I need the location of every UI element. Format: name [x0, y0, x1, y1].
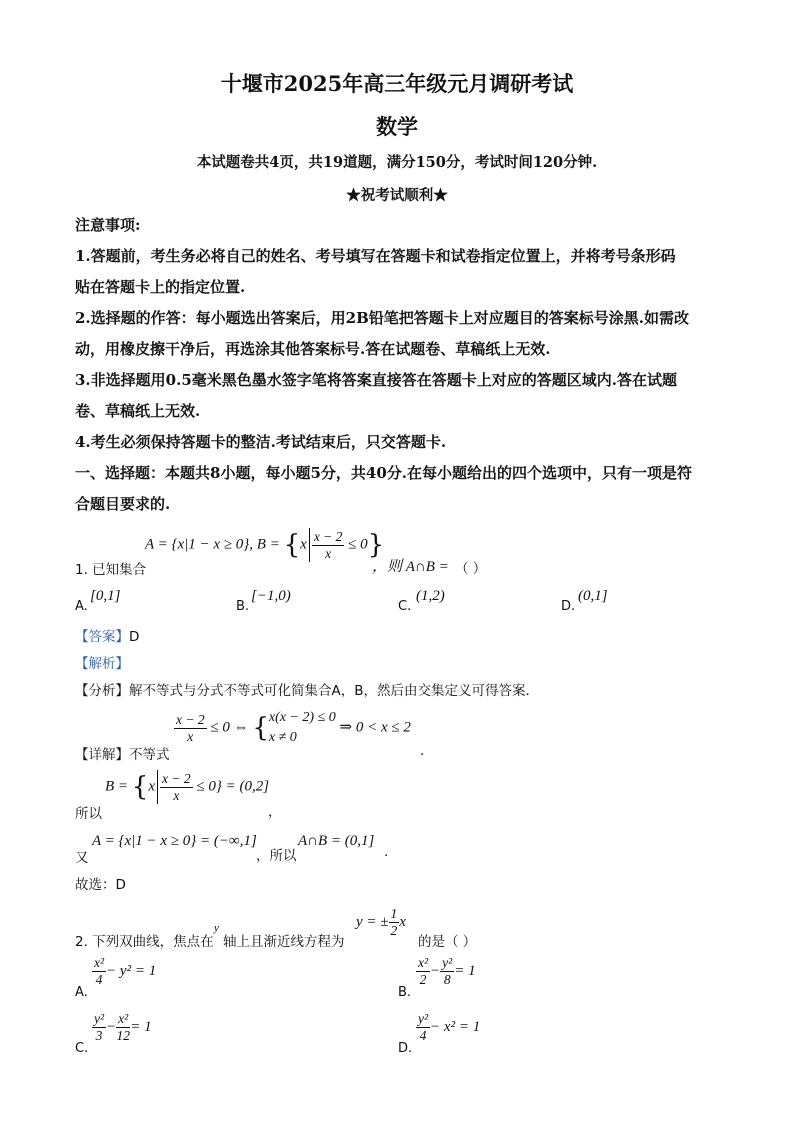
- q1-frac-num: x − 2: [313, 528, 343, 544]
- q2-b-mid: −: [430, 962, 441, 979]
- good-luck-line: ★祝考试顺利★: [346, 187, 448, 204]
- q2-c-den-2: 12: [116, 1028, 130, 1043]
- q2-stem-prefix: 2. 下列双曲线，焦点在: [75, 934, 214, 950]
- q1-detail-tag: 【详解】: [75, 747, 129, 763]
- q1-le0: ≤ 0: [348, 536, 368, 553]
- q2-option-a: [92, 955, 156, 988]
- notice-item-1b: 贴在答题卡上的指定位置.: [75, 278, 246, 296]
- q1-you: 又: [75, 850, 89, 866]
- q2-d-num: y²: [418, 1011, 429, 1026]
- notice-item-2a: 2.选择题的作答：每小题选出答案后，用2B铅笔把答题卡上对应题目的答案标号涂黑.如需改: [75, 309, 690, 327]
- q1-b-x: x: [148, 778, 156, 795]
- q2-c-num-1: y²: [94, 1011, 105, 1026]
- q2-c-fraction-2: [116, 1011, 130, 1044]
- q1-analysis-tag: 【解析】: [75, 656, 129, 672]
- q2-c-mid: −: [106, 1018, 117, 1035]
- q1-b-pre: B =: [105, 778, 129, 795]
- q1-answer: [75, 625, 139, 645]
- q1-ineq-rest: ≤ 0 ⇔: [210, 719, 249, 736]
- notice-item-1a: 1.答题前，考生务必将自己的姓名、考号填写在答题卡和试卷指定位置上，并将考号条形码: [75, 247, 676, 265]
- q1-dot2: .: [384, 844, 389, 860]
- q1-b-frac-num: x − 2: [162, 770, 191, 786]
- q2-option-c: [92, 1011, 152, 1044]
- q2-stem-suffix: 的是（ ）: [418, 934, 477, 950]
- q2-b-num-1: x²: [418, 955, 429, 970]
- q1-option-d: (0,1]: [578, 588, 608, 604]
- q2-asym-post: x: [399, 913, 406, 930]
- q2-option-b: [416, 955, 476, 988]
- q1-stem-prefix: 1. 已知集合: [75, 562, 147, 578]
- q2-b-fraction-1: [416, 955, 430, 988]
- q2-asym-pre: y = ±: [356, 913, 389, 930]
- q1-answer-value: D: [129, 629, 140, 645]
- q1-fenxi-text: 解不等式与分式不等式可化简集合A，B，然后由交集定义可得答案.: [129, 683, 530, 699]
- q2-a-fraction: [92, 955, 106, 988]
- q1-sys-line-2: x ≠ 0: [268, 730, 297, 745]
- q1-ineq-result: ⇒ 0 < x ≤ 2: [339, 719, 411, 736]
- q2-option-c-label: C.: [75, 1041, 89, 1056]
- q1-detail-word: 不等式: [129, 747, 170, 763]
- notice-item-4: 4.考生必须保持答题卡的整洁.考试结束后，只交答题卡.: [75, 433, 447, 451]
- q2-option-d: [416, 1011, 480, 1044]
- q2-d-fraction: [416, 1011, 430, 1044]
- q2-d-den: 4: [419, 1028, 427, 1043]
- q1-frac-den: x: [325, 545, 332, 561]
- q1-option-d-label: D.: [561, 599, 576, 614]
- q2-asym-den: 2: [390, 923, 398, 938]
- q1-fenxi: [75, 679, 530, 699]
- notice-item-2b: 动，用橡皮擦干净后，再选涂其他答案标号.答在试题卷、草稿纸上无效.: [75, 340, 551, 358]
- exam-info: 本试题卷共4页，共19道题，满分150分，考试时间120分钟.: [196, 154, 598, 171]
- q2-b-fraction-2: [440, 955, 454, 988]
- q2-b-rest: = 1: [454, 962, 476, 979]
- q2-c-den-1: 3: [95, 1028, 103, 1043]
- q1-paren: （ ）: [455, 561, 487, 577]
- q1-a-expression: A = {x|1 − x ≥ 0} = (−∞,1]: [92, 833, 257, 849]
- q2-b-den-2: 8: [443, 972, 451, 987]
- q2-y-var: y: [214, 922, 219, 934]
- q2-asym-num: 1: [390, 906, 398, 921]
- subject-title: 数学: [376, 114, 418, 139]
- q1-ineq-fraction: [174, 712, 207, 745]
- q2-c-num-2: x²: [118, 1011, 129, 1026]
- q1-answer-tag: 【答案】: [75, 629, 129, 645]
- q1-option-c: (1,2): [416, 588, 445, 604]
- q2-d-rest: − x² = 1: [430, 1018, 481, 1035]
- q1-option-a: [0,1]: [90, 588, 121, 604]
- q2-a-num: x²: [94, 955, 105, 970]
- q1-option-b-label: B.: [236, 599, 250, 614]
- q1-inequality: [174, 708, 411, 748]
- q2-c-fraction-1: [92, 1011, 106, 1044]
- q2-option-a-label: A.: [75, 985, 88, 1000]
- q1-right-brace: }: [367, 530, 385, 560]
- q2-b-den-1: 2: [419, 972, 427, 987]
- exam-title: 十堰市2025年高三年级元月调研考试: [220, 71, 574, 96]
- q1-suoyi2: ，所以: [256, 848, 297, 864]
- q1-stem-suffix: ，则 A∩B =: [372, 559, 449, 575]
- q1-b-frac-den: x: [173, 787, 180, 803]
- q2-asymptote: [356, 906, 406, 939]
- q1-conclusion: 故选：D: [75, 877, 126, 893]
- notice-item-3a: 3.非选择题用0.5毫米黑色墨水签字笔将答案直接答在答题卡上对应的答题区域内.答在试题: [75, 371, 677, 389]
- q2-b-num-2: y²: [442, 955, 453, 970]
- q1-x-var: x: [300, 536, 307, 553]
- q1-suoyi: 所以: [75, 806, 102, 822]
- q2-option-b-label: B.: [398, 985, 412, 1000]
- q2-c-rest: = 1: [130, 1018, 152, 1035]
- section-heading-2: 合题目要求的.: [75, 495, 171, 513]
- q1-b-bar: [157, 770, 158, 804]
- q1-set-a: A = {x|1 − x ≥ 0}, B =: [145, 536, 280, 553]
- q1-option-b: [−1,0): [251, 588, 291, 604]
- notice-heading: 注意事项:: [75, 216, 141, 234]
- q1-sys-line-1: x(x − 2) ≤ 0: [268, 710, 336, 725]
- section-heading-1: 一、选择题：本题共8小题，每小题5分，共40分.在每小题给出的四个选项中，只有一项是符: [75, 464, 692, 482]
- q1-b-left-brace: {: [131, 772, 149, 802]
- q1-intersection: A∩B = (0,1]: [298, 833, 375, 849]
- q2-a-rest: − y² = 1: [106, 962, 157, 979]
- q1-comma: ，: [268, 804, 282, 820]
- q1-option-a-label: A.: [75, 599, 88, 614]
- notice-item-3b: 卷、草稿纸上无效.: [75, 402, 201, 420]
- q1-fraction: [312, 529, 345, 562]
- q1-b-post: ≤ 0} = (0,2]: [196, 778, 270, 795]
- q1-dot1: .: [420, 743, 425, 759]
- q1-option-c-label: C.: [398, 599, 412, 614]
- q2-a-den: 4: [95, 972, 103, 987]
- q1-b-expression: [105, 770, 269, 804]
- q1-set-expression: [145, 528, 384, 562]
- q2-asym-fraction: [389, 906, 400, 939]
- q1-ineq-den: x: [187, 728, 194, 744]
- q1-bar: [309, 528, 310, 562]
- q1-detail-line: [75, 743, 170, 763]
- q1-system: [269, 708, 336, 748]
- q1-fenxi-tag: 【分析】: [75, 683, 129, 699]
- q1-b-fraction: [160, 771, 193, 804]
- q1-sys-brace: {: [252, 713, 269, 743]
- q2-stem-mid: 轴上且渐近线方程为: [223, 934, 345, 950]
- q1-ineq-num: x − 2: [176, 711, 205, 727]
- q1-left-brace: {: [283, 530, 301, 560]
- q2-option-d-label: D.: [398, 1041, 413, 1056]
